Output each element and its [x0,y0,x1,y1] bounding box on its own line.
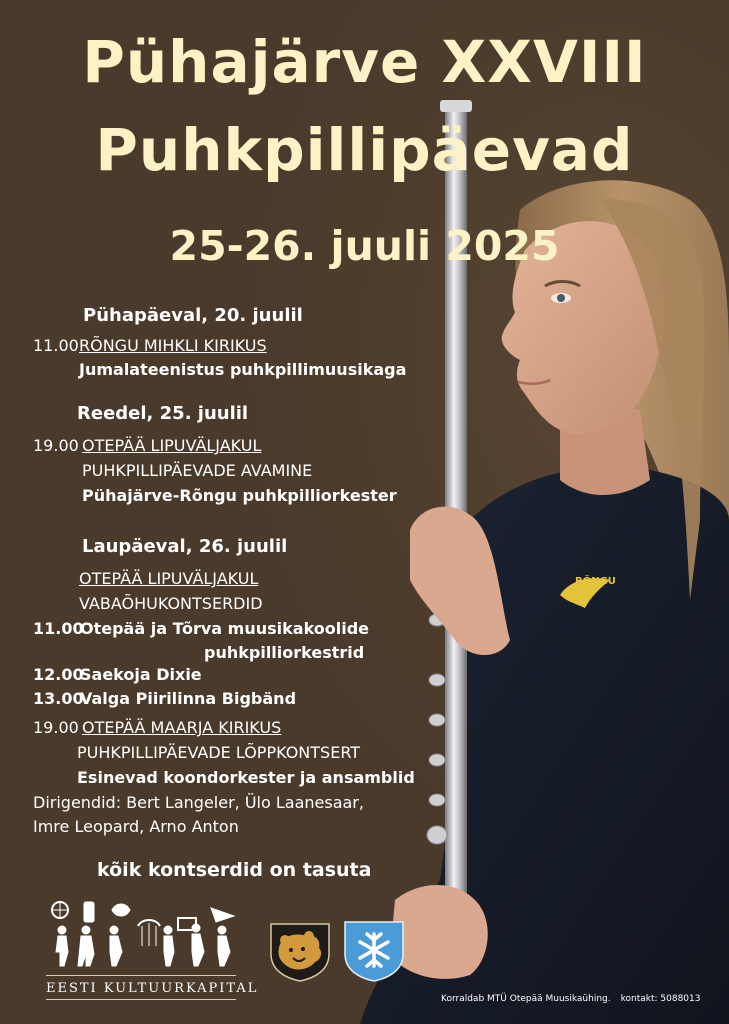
conductors-line-2: Imre Leopard, Arno Anton [33,817,239,836]
conductors-line-1: Dirigendid: Bert Langeler, Ülo Laanesaar, [33,793,364,812]
saturday-venue: OTEPÄÄ LIPUVÄLJAKUL [79,569,259,588]
saturday-item-text: Otepää ja Tõrva muusikakoolide [80,619,370,638]
friday-time: 19.00 [33,436,79,455]
saturday-event: VABAÕHUKONTSERDID [79,594,263,613]
friday-heading: Reedel, 25. juulil [77,403,249,424]
kultuurkapital-bottom-rule [46,999,236,1000]
saturday-item-text: Saekoja Dixie [80,665,202,684]
sunday-desc: Jumalateenistus puhkpillimuusikaga [79,360,407,379]
saturday-item-text: Valga Piirilinna Bigbänd [80,689,297,708]
kultuurkapital-top-rule [46,975,236,976]
saturday-item-time: 13.00 [33,689,84,708]
evening-time: 19.00 [33,718,79,737]
evening-desc: Esinevad koondorkester ja ansamblid [77,768,415,787]
title-line-2: Puhkpillipäevad [95,116,634,184]
friday-event: PUHKPILLIPÄEVADE AVAMINE [82,461,313,480]
organizer-footer [441,994,710,1004]
kultuurkapital-logo-text: EESTI KULTUURKAPITAL [46,981,259,996]
festival-dates: 25-26. juuli 2025 [169,222,560,270]
contact-text: kontakt: 5088013 [620,994,701,1004]
kultuurkapital-figures-icon [46,896,238,970]
svg-text:RÕNGU: RÕNGU [575,576,616,587]
organizer-text: Korraldab MTÜ Otepää Muusikaühing. [441,994,611,1004]
rongu-star-shield-icon [343,920,405,982]
friday-desc: Pühajärve-Rõngu puhkpilliorkester [82,486,397,505]
sunday-venue: RÕNGU MIHKLI KIRIKUS [79,336,267,355]
free-admission-note: kõik kontserdid on tasuta [97,859,372,881]
saturday-item-text: puhkpilliorkestrid [204,643,365,662]
sunday-heading: Pühapäeval, 20. juulil [83,305,303,326]
saturday-item-time: 12.00 [33,665,84,684]
otepaa-bear-shield-icon [269,922,331,982]
saturday-item-time: 11.00 [33,619,84,638]
sunday-time: 11.00 [33,336,79,355]
saturday-heading: Laupäeval, 26. juulil [82,536,288,557]
evening-venue: OTEPÄÄ MAARJA KIRIKUS [82,718,282,737]
evening-event: PUHKPILLIPÄEVADE LÕPPKONTSERT [77,743,361,762]
title-line-1: Pühajärve XXVIII [82,28,647,96]
friday-venue: OTEPÄÄ LIPUVÄLJAKUL [82,436,262,455]
